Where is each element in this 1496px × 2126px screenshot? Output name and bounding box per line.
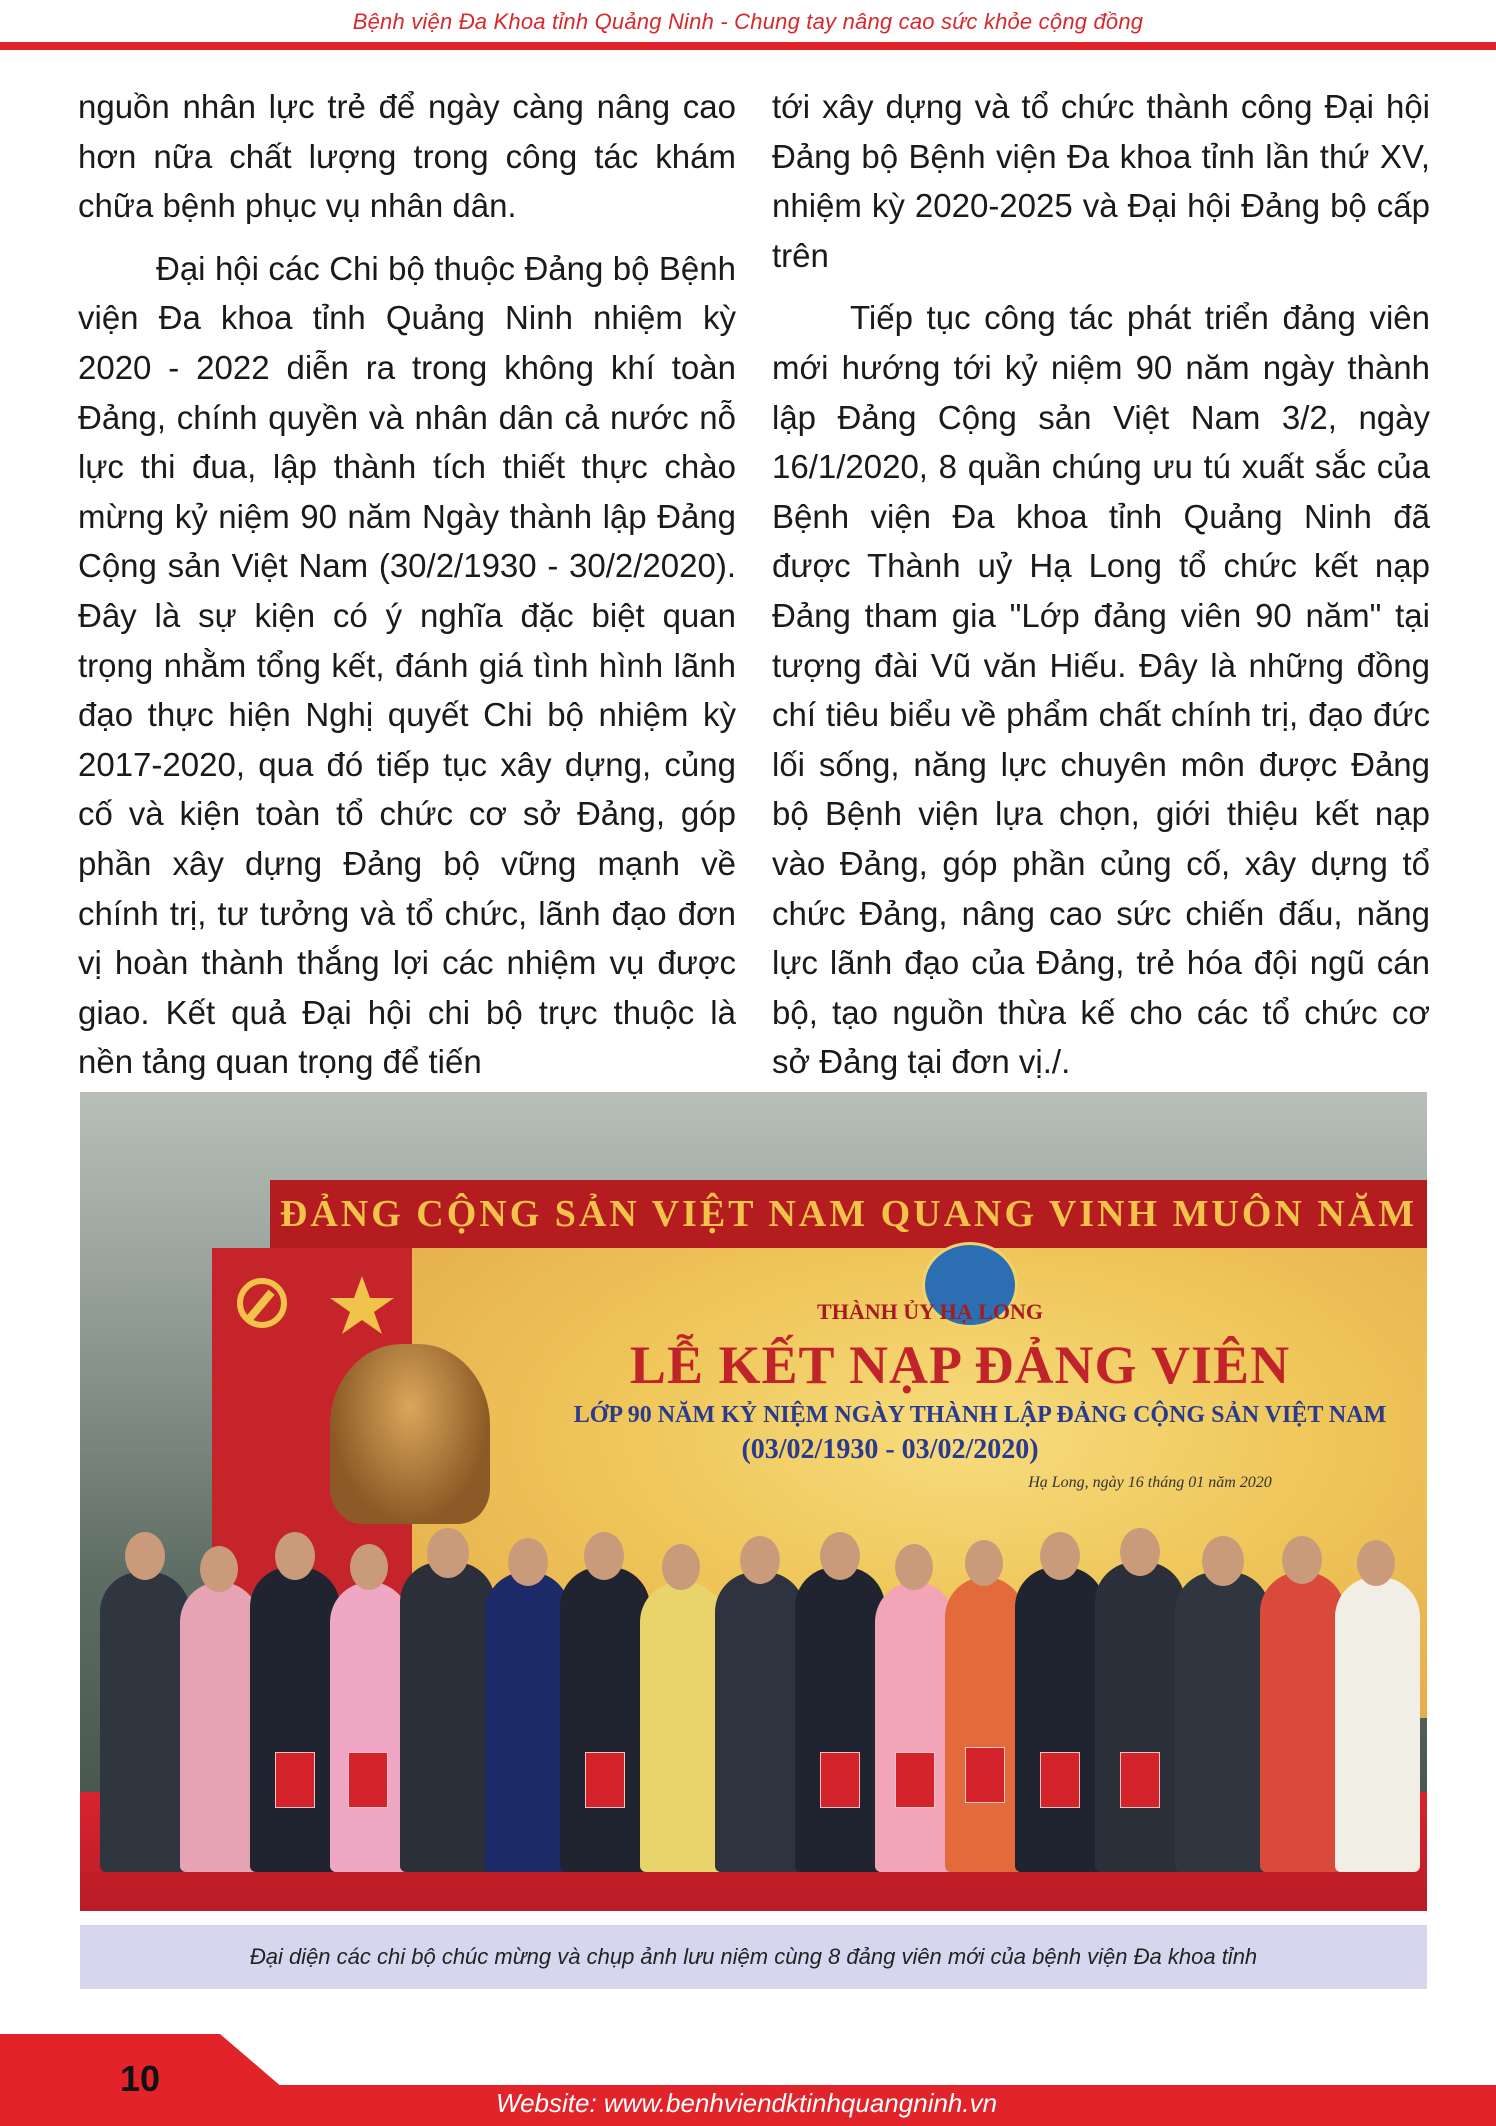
footer-website[interactable]: Website: www.benhviendktinhquangninh.vn	[496, 2088, 998, 2118]
photo-ceremony-place-date: Hạ Long, ngày 16 tháng 01 năm 2020	[1028, 1474, 1272, 1491]
paragraph-congress: Đại hội các Chi bộ thuộc Đảng bộ Bệnh viện Đa khoa tỉnh Quảng Ninh nhiệm kỳ 2020 - 2022 diễn ra trong không khí toàn Đảng, chính quyền và nhân dân cả nước nỗ lực thi đua, lập thành tích thiết thực chào mừng kỷ niệm 90 năm Ngày thành lập Đảng Cộng sản Việt Nam (30/2/1930 - 30/2/2020). Đây là sự kiện có ý nghĩa đặc biệt quan trọng nhằm tổng kết, đánh giá tình hình lãnh đạo thực hiện Nghị quyết Chi bộ nhiệm kỳ 2017-2020, qua đó tiếp tục xây dựng, củng cố và kiện toàn tổ chức cơ sở Đảng, góp phần xây dựng Đảng bộ vững mạnh về chính trị, tư tưởng và tổ chức, lãnh đạo đơn vị hoàn thành thắng lợi các nhiệm vụ được giao. Kết quả Đại hội chi bộ trực thuộc là nền tảng quan trọng để tiến	[78, 249, 736, 1081]
page-number: 10	[120, 2058, 161, 2099]
ho-chi-minh-bust	[330, 1344, 490, 1524]
ceremony-photo	[80, 1092, 1427, 1911]
paragraph-continued: nguồn nhân lực trẻ để ngày càng nâng cao hơn nữa chất lượng trong công tác khám chữa bệnh phục vụ nhân dân.	[78, 88, 736, 225]
header-rule	[0, 42, 1496, 50]
paragraph-continuation: tới xây dựng và tổ chức thành công Đại hội Đảng bộ Bệnh viện Đa khoa tỉnh lần thứ XV, nhiệm kỳ 2020-2025 và Đại hội Đảng bộ cấp trên	[772, 88, 1430, 274]
photo-organization: THÀNH ỦY HẠ LONG	[817, 1299, 1043, 1324]
header-tagline: Bệnh viện Đa Khoa tỉnh Quảng Ninh - Chung tay nâng cao sức khỏe cộng đồng	[352, 9, 1144, 34]
photo-ceremony-title: LỄ KẾT NẠP ĐẢNG VIÊN	[629, 1335, 1291, 1395]
photo-banner-slogan: ĐẢNG CỘNG SẢN VIỆT NAM QUANG VINH MUÔN NĂM	[270, 1180, 1427, 1248]
paragraph-new-members: Tiếp tục công tác phát triển đảng viên mới hướng tới kỷ niệm 90 năm ngày thành lập Đảng Cộng sản Việt Nam 3/2, ngày 16/1/2020, 8 quần chúng ưu tú xuất sắc của Bệnh viện Đa khoa tỉnh Quảng Ninh đã được Thành uỷ Hạ Long tổ chức kết nạp Đảng tham gia "Lớp đảng viên 90 năm" tại tượng đài Vũ văn Hiếu. Đây là những đồng chí tiêu biểu về phẩm chất chính trị, đạo đức lối sống, năng lực chuyên môn được Đảng bộ Bệnh viện lựa chọn, giới thiệu kết nạp vào Đảng, góp phần củng cố, xây dựng tổ chức Đảng, nâng cao sức chiến đấu, năng lực lãnh đạo của Đảng, trẻ hóa đội ngũ cán bộ, tạo nguồn thừa kế cho các tổ chức cơ sở Đảng tại đơn vị./.	[772, 299, 1430, 1081]
photo-ceremony-dates: (03/02/1930 - 03/02/2020)	[741, 1434, 1039, 1465]
group-of-people	[80, 1532, 1427, 1872]
article-right-column	[772, 82, 1430, 1087]
article-left-column	[78, 82, 736, 1087]
photo-caption: Đại diện các chi bộ chúc mừng và chụp ảnh lưu niệm cùng 8 đảng viên mới của bệnh viện Đa khoa tỉnh	[80, 1925, 1427, 1989]
photo-ceremony-subtitle: LỚP 90 NĂM KỶ NIỆM NGÀY THÀNH LẬP ĐẢNG CỘNG SẢN VIỆT NAM	[573, 1402, 1387, 1428]
